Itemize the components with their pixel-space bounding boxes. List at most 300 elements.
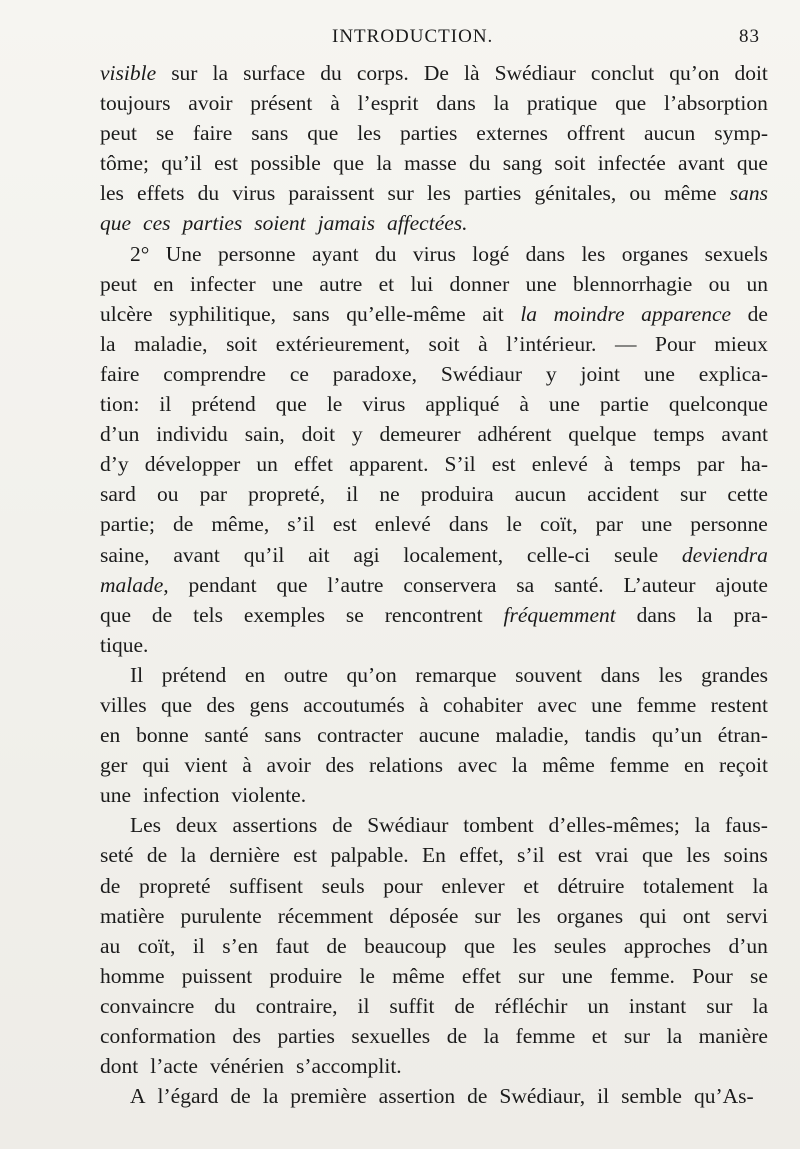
text: il [597, 1084, 610, 1109]
word [250, 148, 320, 178]
word [100, 780, 137, 810]
text: aucune [418, 723, 480, 748]
text: du [197, 181, 220, 206]
word [554, 570, 604, 600]
word [554, 148, 585, 178]
italic-text: jamais [317, 211, 375, 236]
text: A [130, 1084, 146, 1109]
word [267, 750, 311, 780]
word [287, 509, 314, 539]
text: contraire, [255, 993, 338, 1018]
text: assertions [232, 813, 318, 838]
word [653, 419, 704, 449]
text: que [333, 151, 365, 176]
text: l’égard [157, 1084, 219, 1109]
text: Les [130, 813, 162, 838]
text: santé [204, 723, 249, 748]
text: de [151, 602, 173, 627]
word [272, 269, 303, 299]
word [379, 479, 399, 509]
text: la [752, 993, 768, 1018]
text: qu’As- [693, 1084, 754, 1109]
word [596, 509, 623, 539]
text-line [100, 690, 768, 720]
text: ait [308, 542, 330, 567]
word [597, 1081, 615, 1111]
word [450, 269, 510, 299]
word [724, 840, 768, 870]
word [100, 690, 147, 720]
text: s’accomplit. [296, 1054, 402, 1079]
text: joint [580, 361, 620, 386]
text: gens [249, 692, 289, 717]
word [139, 871, 211, 901]
word [591, 58, 654, 88]
word [180, 901, 261, 931]
word [515, 660, 582, 690]
text: sard [100, 482, 136, 507]
word [515, 479, 566, 509]
text: que [615, 91, 647, 116]
word [362, 389, 405, 419]
word [375, 509, 431, 539]
text: matière [100, 903, 165, 928]
text: conformation [100, 1024, 216, 1048]
word [734, 58, 767, 88]
text: est [491, 452, 516, 477]
text: externes [476, 121, 548, 146]
text: vénérien [209, 1054, 284, 1079]
text: avec [457, 753, 498, 778]
word [100, 329, 116, 359]
word [705, 239, 768, 269]
text: sur [706, 993, 733, 1018]
word [427, 178, 451, 208]
word [231, 780, 312, 810]
text: convaincre [100, 993, 195, 1018]
word [189, 570, 257, 600]
text: souvent [515, 662, 582, 687]
word [303, 690, 405, 720]
word [540, 509, 578, 539]
word [639, 901, 666, 931]
text-line [100, 299, 768, 329]
word [244, 600, 325, 630]
word [615, 329, 637, 359]
word [642, 840, 673, 870]
text: quelque [568, 422, 637, 447]
word [659, 660, 683, 690]
text: demeurer [379, 422, 461, 447]
text: la [493, 91, 510, 116]
word [290, 1081, 372, 1111]
text: ayant [311, 241, 359, 266]
word [347, 660, 397, 690]
text-line [100, 118, 768, 148]
text-line [100, 660, 768, 690]
text: corps. [356, 61, 409, 85]
text: s’il [287, 512, 315, 537]
word [312, 239, 359, 269]
text: prétend [191, 392, 256, 417]
text: soit [554, 151, 586, 176]
word [193, 931, 205, 961]
word [351, 1021, 430, 1051]
text: doit [734, 61, 768, 85]
word [288, 178, 374, 208]
text: faut [275, 933, 309, 958]
word [376, 148, 392, 178]
text: récemment [277, 903, 374, 928]
word [629, 178, 651, 208]
word [699, 1021, 768, 1051]
word [278, 1021, 335, 1051]
text: à [478, 331, 488, 356]
text: doit [301, 422, 336, 447]
text: sur [474, 903, 501, 928]
text: sur [387, 181, 414, 206]
paragraph [100, 239, 768, 660]
text: individu [156, 422, 228, 447]
word [250, 88, 312, 118]
word [527, 540, 590, 570]
word [318, 208, 381, 238]
text: y [545, 361, 557, 386]
word [622, 239, 688, 269]
text-line [100, 750, 768, 780]
word [379, 269, 395, 299]
word [346, 479, 358, 509]
word [296, 1051, 408, 1081]
word [644, 118, 695, 148]
text: peut [100, 121, 138, 146]
text: symp- [714, 121, 768, 146]
word [245, 660, 265, 690]
text: des [206, 692, 236, 717]
text: infectée [597, 151, 666, 176]
text: effets [137, 181, 185, 206]
text: avec [537, 692, 577, 717]
word [209, 840, 279, 870]
text: parties [463, 181, 522, 206]
word [517, 901, 541, 931]
word [130, 239, 149, 269]
word [503, 148, 542, 178]
text: quelconque [668, 392, 768, 417]
text: même, [211, 512, 270, 537]
text-line [100, 148, 768, 178]
text: suffisent [229, 873, 303, 898]
word [244, 540, 285, 570]
text: les [581, 241, 606, 266]
text: Swédiaur [367, 813, 449, 838]
text: aucun [514, 482, 567, 507]
word [134, 329, 207, 359]
text: instant [628, 993, 687, 1018]
text: conservera [403, 572, 497, 597]
text-line [100, 780, 768, 810]
word [520, 299, 537, 329]
text-line [100, 840, 768, 870]
word [475, 901, 501, 931]
text: mieux [714, 331, 768, 356]
text: d’y [100, 452, 129, 477]
italic-text: fréquemment [503, 602, 616, 627]
text: la [262, 1084, 279, 1109]
word [464, 178, 521, 208]
text: dernière [209, 843, 280, 868]
text: sans [264, 723, 302, 748]
text: avant [173, 542, 220, 567]
text: temps [653, 422, 705, 447]
word [630, 449, 681, 479]
word [495, 720, 568, 750]
word [419, 690, 429, 720]
word [506, 329, 596, 359]
word [251, 118, 288, 148]
text: ou [156, 482, 179, 507]
word [715, 570, 768, 600]
word [415, 660, 496, 690]
text-line [100, 630, 768, 660]
word [232, 810, 317, 840]
word [320, 58, 342, 88]
word [153, 269, 173, 299]
text: villes [100, 692, 147, 717]
text: se [345, 602, 364, 627]
text: de [747, 301, 768, 326]
word [156, 118, 174, 148]
word [385, 600, 483, 630]
word [549, 389, 580, 419]
word [142, 750, 169, 780]
text: pendant [188, 572, 257, 597]
word [100, 720, 120, 750]
word [523, 871, 539, 901]
word [232, 1021, 261, 1051]
text: produire [269, 963, 343, 988]
word [443, 690, 523, 720]
text: possible [250, 151, 321, 176]
word [667, 1021, 683, 1051]
text: approches [623, 933, 711, 958]
text: prétend [161, 662, 227, 687]
text: agi [353, 542, 380, 567]
text-line [100, 600, 768, 630]
text: faire [100, 361, 140, 386]
word [193, 118, 232, 148]
word [587, 991, 609, 1021]
text-line [100, 871, 768, 901]
text: avant [721, 422, 768, 447]
text: L’auteur [623, 572, 696, 597]
text: une [643, 361, 675, 386]
word [534, 178, 616, 208]
text: déposée [389, 903, 459, 928]
word [517, 840, 544, 870]
word [330, 840, 408, 870]
word [568, 419, 636, 449]
text-line [100, 931, 768, 961]
text: adhérent [477, 422, 552, 447]
text: manière [698, 1024, 768, 1048]
text: avoir [188, 91, 233, 116]
word [100, 509, 155, 539]
word [477, 419, 551, 449]
text-line [100, 720, 768, 750]
text: l’absorption [663, 91, 768, 116]
italic-text: deviendra [681, 542, 768, 567]
text: totalement [643, 873, 734, 898]
text: 2° [130, 241, 150, 266]
word [542, 750, 595, 780]
text: — [614, 331, 637, 356]
text: même [392, 963, 445, 988]
text: une [548, 392, 580, 417]
page-number: 83 [739, 26, 760, 47]
word [595, 840, 628, 870]
word [581, 359, 620, 389]
text: d’un [728, 933, 768, 958]
word [532, 449, 588, 479]
text: semble [621, 1084, 682, 1109]
word [322, 871, 365, 901]
text: une [641, 512, 673, 537]
word [156, 419, 228, 449]
word [678, 148, 725, 178]
word [624, 570, 696, 600]
word [379, 1081, 461, 1111]
text: personne [217, 241, 296, 266]
word [317, 720, 403, 750]
text: y [351, 422, 363, 447]
text: du [214, 993, 236, 1018]
text: en [153, 271, 174, 296]
text: la [694, 813, 711, 838]
text: la [666, 1024, 683, 1048]
word [100, 419, 139, 449]
text: s’en [222, 933, 259, 958]
word [169, 299, 276, 329]
word [686, 840, 710, 870]
word [171, 58, 197, 88]
text: vient [184, 753, 228, 778]
text: En [422, 843, 446, 868]
word [621, 1081, 688, 1111]
text: soit [226, 331, 258, 356]
text: et [378, 271, 395, 296]
text: ou [708, 271, 731, 296]
word [573, 269, 692, 299]
text: la [180, 843, 197, 868]
text-line [100, 479, 768, 509]
text-line [100, 449, 768, 479]
text: violente. [231, 783, 307, 808]
text: des [232, 1024, 262, 1048]
text: tôme; [100, 151, 149, 176]
word [624, 1021, 650, 1051]
text: Swédiaur [440, 361, 523, 386]
text: deux [175, 813, 218, 838]
text: dans [525, 241, 566, 266]
word [263, 1081, 285, 1111]
text-line [100, 88, 768, 118]
word [680, 479, 706, 509]
word [293, 299, 330, 329]
word [714, 118, 768, 148]
word [358, 88, 419, 118]
text: ait [482, 301, 504, 326]
text: offrent [566, 121, 625, 146]
text: de [146, 843, 168, 868]
word [699, 359, 768, 389]
word [349, 449, 428, 479]
word [100, 570, 169, 600]
word [664, 178, 717, 208]
text: l’esprit [357, 91, 419, 116]
word [100, 178, 124, 208]
text: enlevé [531, 452, 588, 477]
text: ce [289, 361, 309, 386]
text: par [199, 482, 228, 507]
word [719, 750, 768, 780]
text: la [100, 331, 116, 356]
word [733, 600, 768, 630]
word [692, 961, 733, 991]
text: qu’on [669, 61, 720, 85]
word [591, 690, 622, 720]
word [100, 449, 129, 479]
word [100, 901, 164, 931]
word [100, 389, 139, 419]
text: toujours [100, 91, 171, 116]
word [726, 901, 768, 931]
word [213, 58, 229, 88]
word [346, 299, 465, 329]
text: temps [629, 452, 681, 477]
word [459, 840, 503, 870]
italic-text: soient [254, 211, 306, 236]
word [290, 359, 309, 389]
text: avoir [266, 753, 311, 778]
italic-text: sans [729, 181, 768, 206]
text: de [454, 993, 475, 1018]
text: du [468, 151, 491, 176]
text: les [426, 181, 451, 206]
word [256, 449, 278, 479]
text: saine, [100, 542, 150, 567]
text: réfléchir [494, 993, 568, 1018]
word [276, 570, 307, 600]
word [684, 750, 704, 780]
text: organes [556, 903, 624, 928]
text: sur [623, 1024, 651, 1048]
word [458, 750, 497, 780]
word [330, 88, 340, 118]
text-line [100, 208, 768, 238]
text: même [542, 753, 595, 778]
text: une [525, 271, 557, 296]
text: d’un [100, 422, 140, 447]
text: une [561, 963, 593, 988]
word [548, 810, 679, 840]
text: femme [609, 753, 670, 778]
text: virus [412, 241, 456, 266]
word [387, 208, 474, 238]
word [383, 871, 422, 901]
text: effet [293, 452, 333, 477]
text: infecter [189, 271, 256, 296]
